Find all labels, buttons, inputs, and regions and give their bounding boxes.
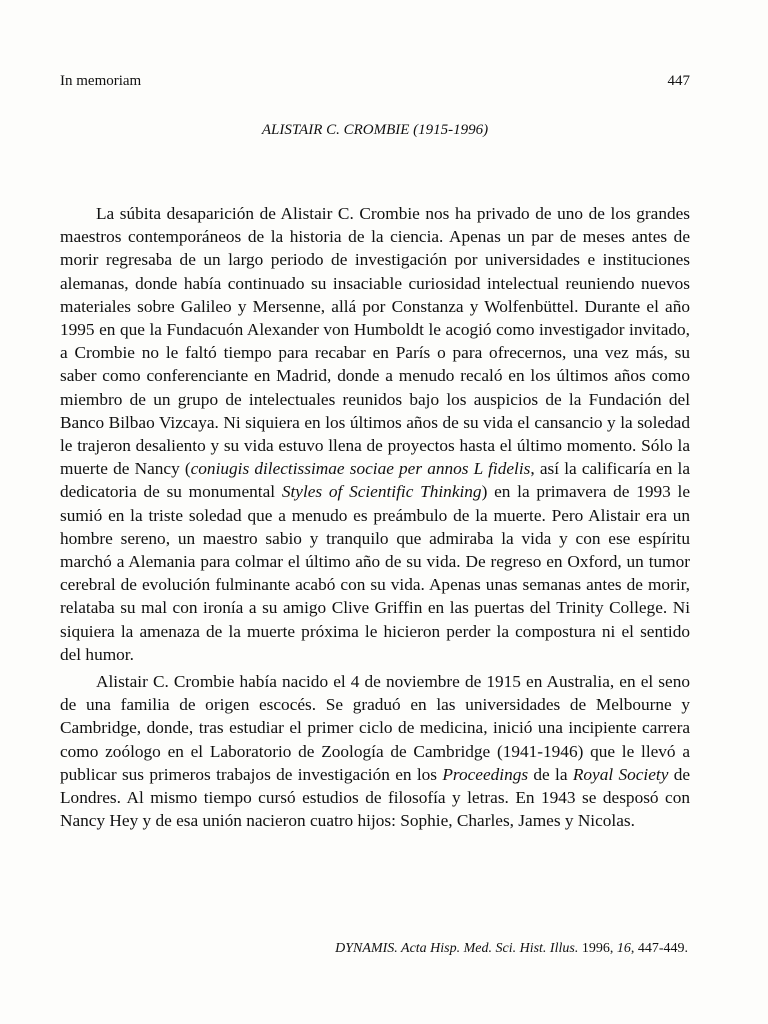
citation-pages: , 447-449. — [630, 941, 688, 956]
paragraph-1-text-a: La súbita desaparición de Alistair C. Crombie nos ha privado de uno de los grandes maestros contemporáneos de la historia de la ciencia. Apenas un par de meses antes de morir regresaba de un largo periodo de investigación por universidades e instituciones alemanas, donde había continuado su insaciable curiosidad intelectual reuniendo nuevos materiales sobre Galileo y Mersenne, allá por Constanza y Wolfenbüttel. Durante el año 1995 en que la Fundacuón Alexander von Humboldt le acogió como investigador invitado, a Crombie no le faltó tiempo para recabar en París o para ofrecernos, una vez más, su saber como conferenciante en Madrid, donde a menudo recaló en los últimos años como miembro de un grupo de intelectuales reunidos bajo los auspicios de la Fundación del Banco Bilbao Vizcaya. Ni siquiera en los últimos años de su vida el cansancio y la soledad le trajeron desaliento y su vida estuvo llena de proyectos hasta el último momento. Sólo la muerte de Nancy ( — [60, 204, 690, 479]
article-body — [60, 202, 690, 832]
page-number: 447 — [667, 73, 690, 89]
paragraph-1-book-title: Styles of Scientific Thinking — [281, 482, 482, 502]
paragraph-2-proceedings: Proceedings — [442, 764, 529, 784]
paragraph-2-text-a: Alistair C. Crombie había nacido el 4 de noviembre de 1915 en Australia, en el seno de una familia de origen escocés. Se graduó en las universidades de Melbourne y Cambridge, donde, tras estudiar el primer ciclo de medicina, inició una incipiente carrera como zoólogo en el Laboratorio de Zoología de Cambridge (1941-1946) que le llevó a publicar sus primeros trabajos de investigación en los — [60, 672, 690, 784]
journal-citation — [335, 938, 688, 960]
paragraph-2 — [60, 670, 690, 832]
citation-year: 1996, — [578, 941, 617, 956]
paragraph-1-text-c: ) en la primavera de 1993 le sumió en la triste soledad que a menudo es preámbulo de la muerte. Pero Alistair era un hombre sereno, un maestro sabio y tranquilo que admiraba la vida y con ese espíritu marchó a Alemania para colmar el último año de su vida. De regreso en Oxford, un tumor cerebral de evolución fulminante acabó con su vida. Apenas unas semanas antes de morir, relataba su mal con ironía a su amigo Clive Griffin en las puertas del Trinity College. Ni siquiera la amenaza de la muerte próxima le hicieron perder la compostura ni el sentido del humor. — [60, 482, 690, 664]
citation-journal: DYNAMIS. Acta Hisp. Med. Sci. Hist. Illus. — [335, 941, 579, 956]
paragraph-1 — [60, 202, 690, 666]
paragraph-2-royal-society: Royal Society — [572, 764, 669, 784]
running-head — [60, 70, 690, 92]
paragraph-1-latin-quote: coniugis dilectissimae sociae per annos L fidelis — [190, 459, 531, 479]
citation-volume: 16 — [616, 941, 631, 956]
paragraph-2-text-b: de la — [528, 764, 573, 784]
paragraph-2-text-c: de Londres. Al mismo tiempo cursó estudios de filosofía y letras. En 1943 se desposó con Nancy Hey y de esa unión nacieron cuatro hijos: Sophie, Charles, James y Nicolas. — [60, 764, 691, 831]
section-label: In memoriam — [60, 73, 142, 89]
article-title: ALISTAIR C. CROMBIE (1915-1996) — [261, 122, 489, 138]
paragraph-1-text-b: , así la calificaría en la dedicatoria de su monumental — [60, 459, 690, 502]
